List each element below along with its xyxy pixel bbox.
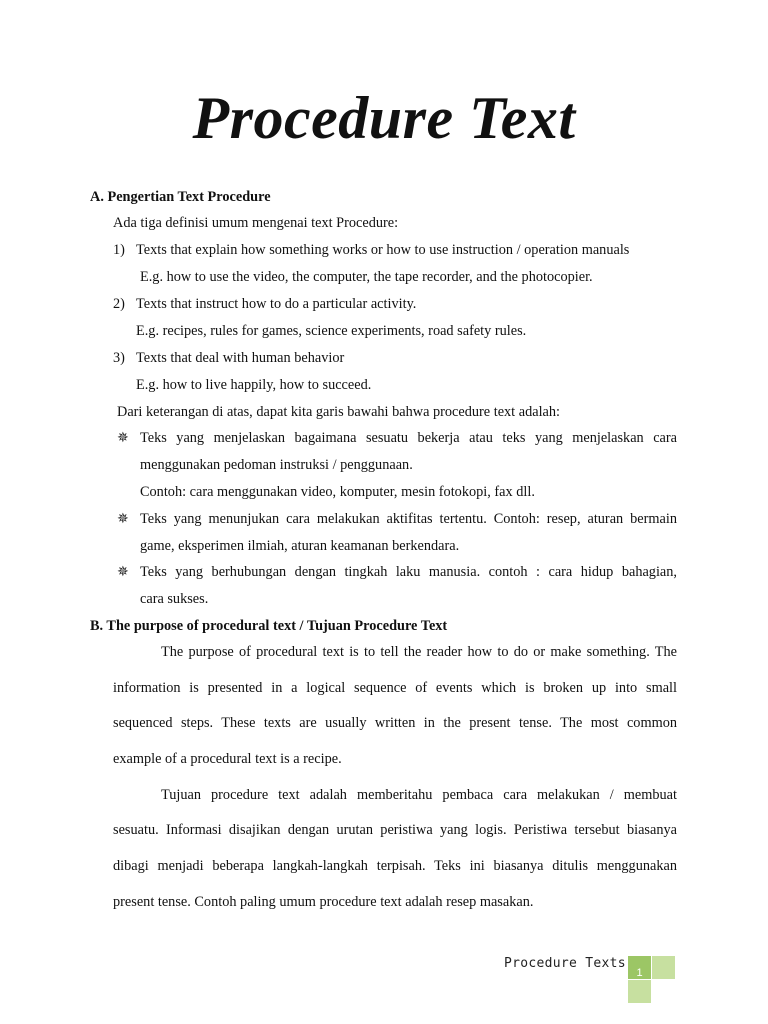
paragraph-line: present tense. Contoh paling umum procedure text adalah resep masakan. [113, 894, 534, 910]
page-number: 1 [628, 956, 651, 979]
list-item-example: E.g. how to live happily, how to succeed. [136, 377, 372, 393]
paragraph-line: dibagi menjadi beberapa langkah-langkah terpisah. Teks ini biasanya ditulis menggunakan [113, 858, 677, 874]
star-bullet-icon: ✵ [117, 564, 129, 580]
page-title: Procedure Text [192, 85, 576, 151]
list-number: 1) [113, 242, 125, 258]
list-item-example: E.g. how to use the video, the computer, the tape recorder, and the photocopier. [140, 269, 593, 285]
paragraph-line: example of a procedural text is a recipe. [113, 751, 342, 767]
section-a-heading: A. Pengertian Text Procedure [90, 189, 271, 205]
list-item-example: E.g. recipes, rules for games, science experiments, road safety rules. [136, 323, 527, 339]
paragraph-line: information is presented in a logical sequence of events which is broken up into small [113, 680, 677, 696]
list-item: Texts that deal with human behavior [136, 350, 345, 366]
list-item: Texts that explain how something works or how to use instruction / operation manuals [136, 242, 630, 258]
bullet-text: Teks yang menjelaskan bagaimana sesuatu bekerja atau teks yang menjelaskan cara [140, 430, 677, 446]
list-number: 2) [113, 296, 125, 312]
paragraph-line: Tujuan procedure text adalah memberitahu pembaca cara melakukan / membuat [161, 787, 677, 803]
bullet-text: cara sukses. [140, 591, 209, 607]
star-bullet-icon: ✵ [117, 430, 129, 446]
footer-decor-square [628, 980, 651, 1003]
bullet-text: menggunakan pedoman instruksi / penggunaan. [140, 457, 413, 473]
footer-label: Procedure Texts [504, 956, 626, 971]
list-item: Texts that instruct how to do a particular activity. [136, 296, 417, 312]
bullet-text: game, eksperimen ilmiah, aturan keamanan berkendara. [140, 538, 460, 554]
paragraph-line: sequenced steps. These texts are usually written in the present tense. The most common [113, 715, 677, 731]
bullet-text: Teks yang menunjukan cara melakukan aktifitas tertentu. Contoh: resep, aturan bermain [140, 511, 677, 527]
star-bullet-icon: ✵ [117, 511, 129, 527]
section-a-summary: Dari keterangan di atas, dapat kita garis bawahi bahwa procedure text adalah: [117, 404, 561, 420]
section-a-intro: Ada tiga definisi umum mengenai text Procedure: [113, 215, 399, 231]
list-number: 3) [113, 350, 125, 366]
paragraph-line: sesuatu. Informasi disajikan dengan urutan peristiwa yang logis. Peristiwa tersebut biasanya [113, 822, 677, 838]
paragraph-line: The purpose of procedural text is to tell the reader how to do or make something. The [161, 644, 677, 660]
footer-decor-square [652, 956, 675, 979]
bullet-text: Contoh: cara menggunakan video, komputer, mesin fotokopi, fax dll. [140, 484, 535, 500]
bullet-text: Teks yang berhubungan dengan tingkah laku manusia. contoh : cara hidup bahagian, [140, 564, 677, 580]
section-b-heading: B. The purpose of procedural text / Tujuan Procedure Text [90, 618, 448, 634]
